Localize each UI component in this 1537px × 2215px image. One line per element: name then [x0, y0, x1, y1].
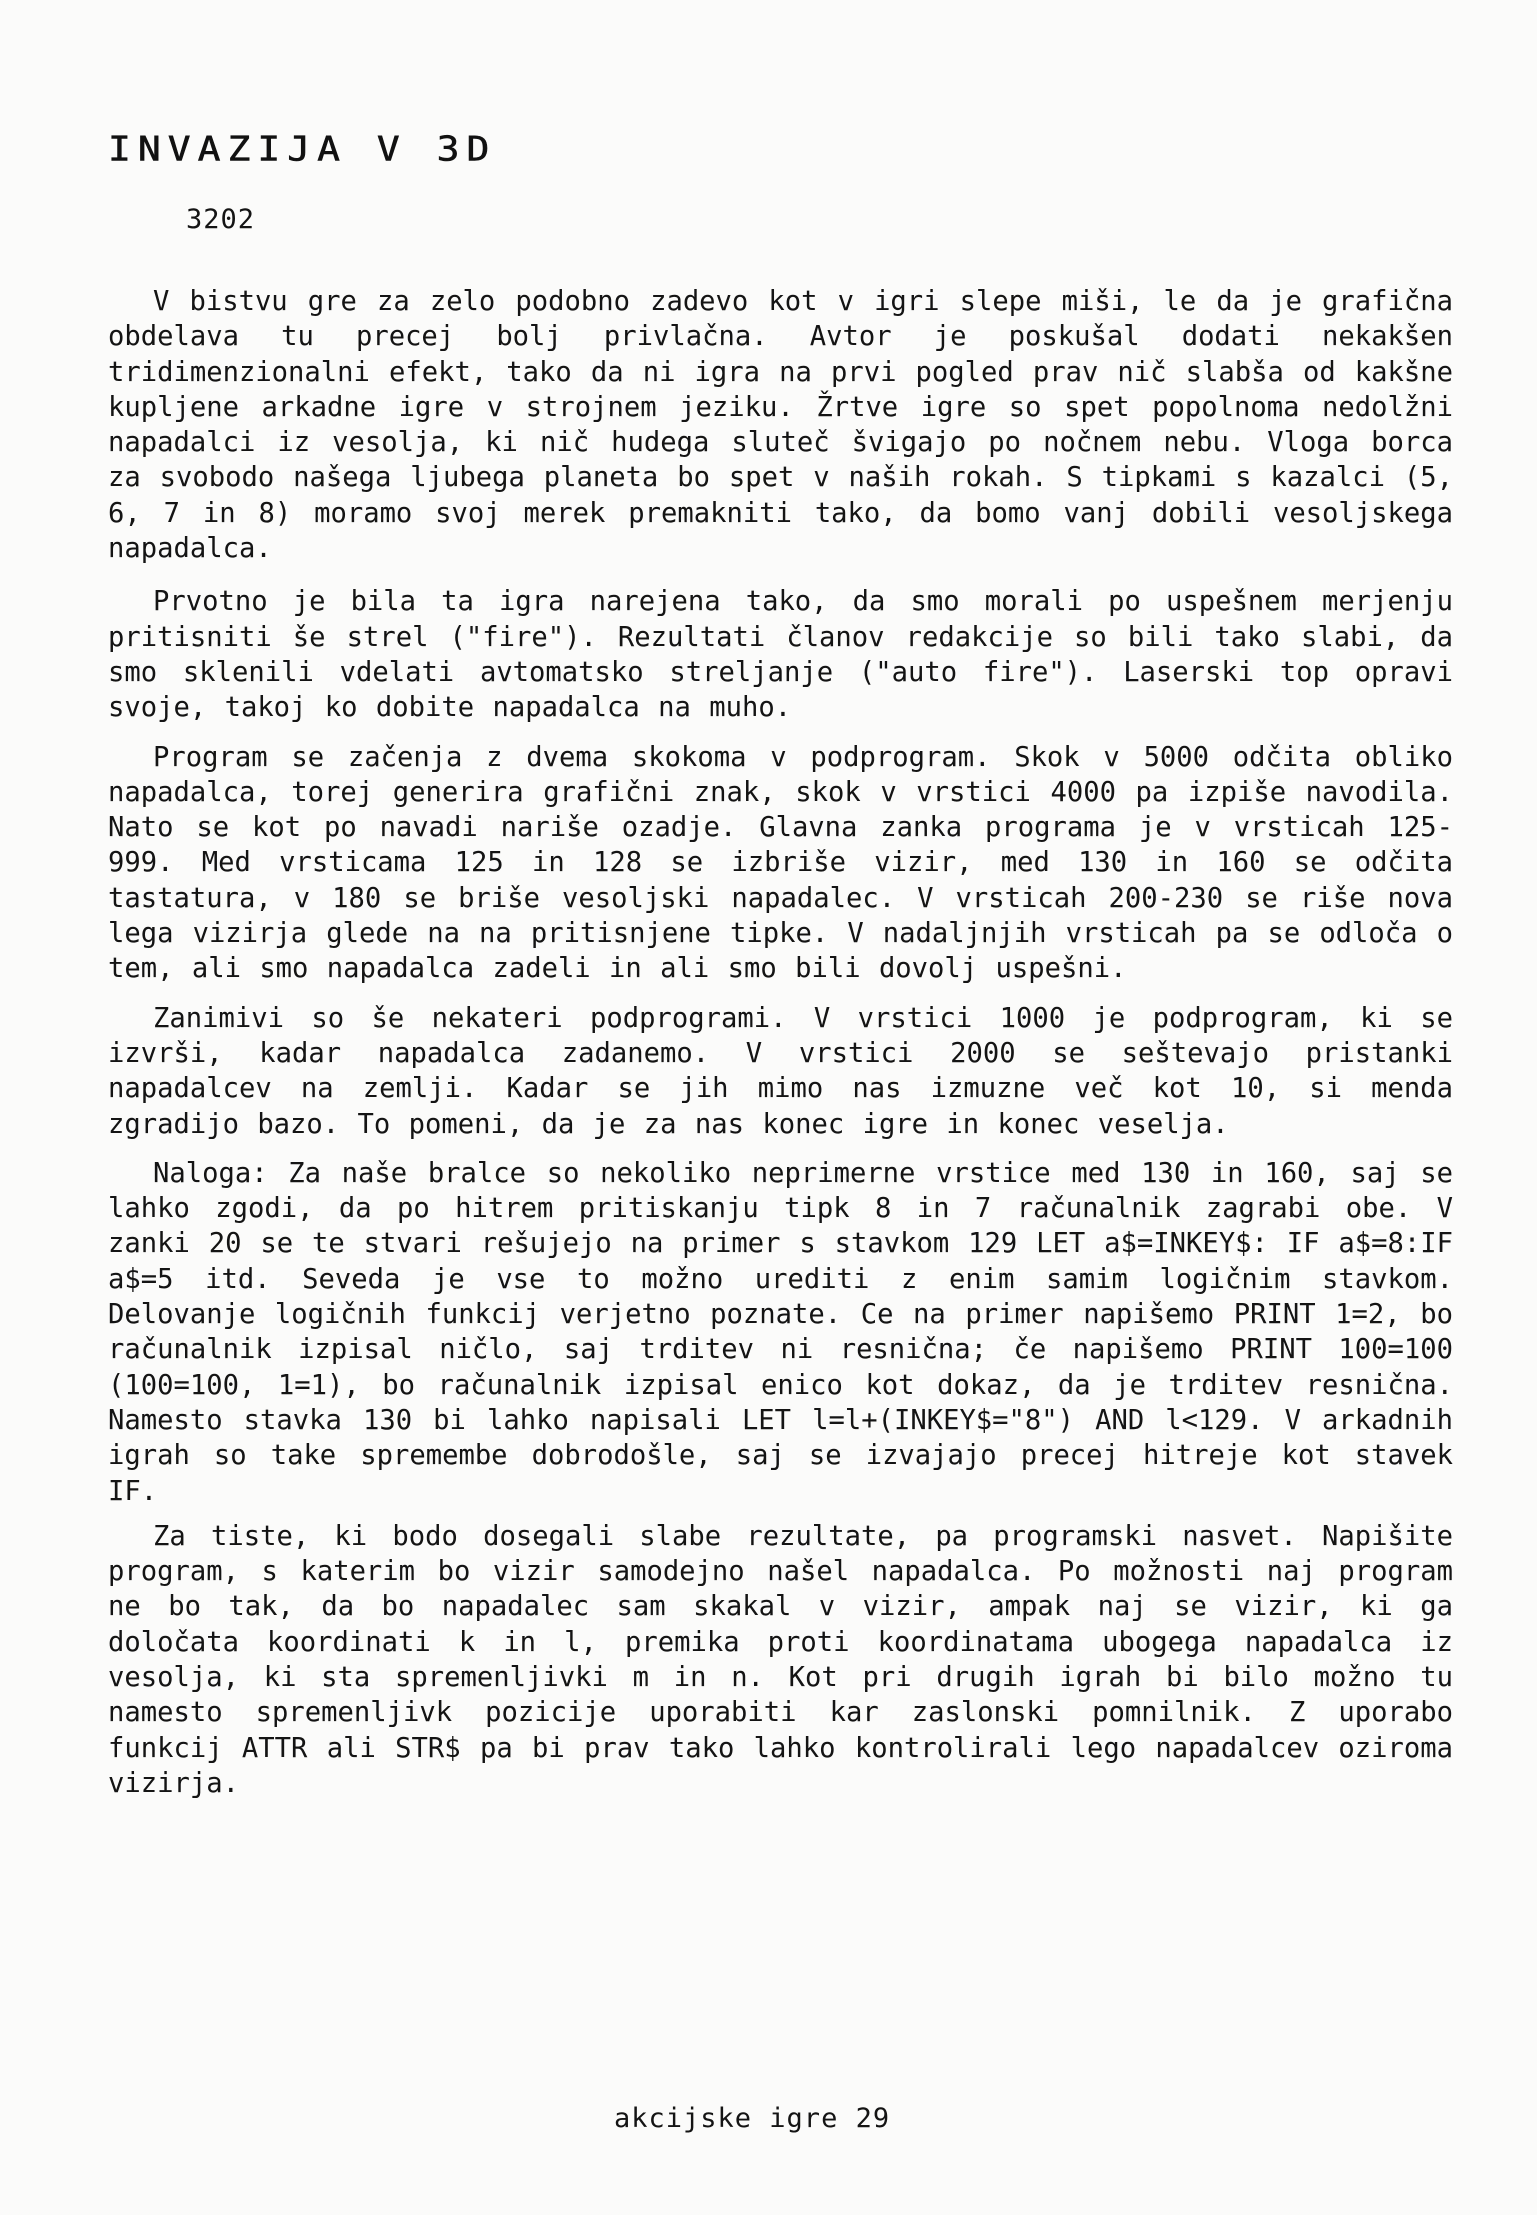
paragraph-2: Prvotno je bila ta igra narejena tako, da smo morali po uspešnem merjenju pritisniti še strel ("fire"). Rezultati članov redakcije so bili tako slabi, da smo sklenili vdelati avtomatsko streljanje ("auto fire"). Laserski top opravi svoje, takoj ko dobite napadalca na muho. — [108, 586, 1453, 724]
article-title: INVAZIJA V 3D — [108, 129, 497, 169]
page-footer: akcijske igre 29 — [614, 2103, 891, 2134]
paragraph-6: Za tiste, ki bodo dosegali slabe rezultate, pa programski nasvet. Napišite program, s katerim bo vizir samodejno našel napadalca. Po možnosti naj program ne bo tak, da bo napadalec sam skakal v vizir, ampak naj se vizir, ki ga določata koordinati k in l, premika proti koordinatama ubogega napadalca iz vesolja, ki sta spremenljivki m in n. Kot pri drugih igrah bi bilo možno tu namesto spremenljivk pozicije uporabiti kar zaslonski pomnilnik. Z uporabo funkcij ATTR ali STR$ pa bi prav tako lahko kontrolirali lego napadalcev oziroma vizirja. — [108, 1520, 1453, 1799]
article-body — [108, 284, 1453, 1801]
paragraph-4: Zanimivi so še nekateri podprogrami. V vrstici 1000 je podprogram, ki se izvrši, kadar napadalca zadanemo. V vrstici 2000 se seštevajo pristanki napadalcev na zemlji. Kadar se jih mimo nas izmuzne več kot 10, si menda zgradijo bazo. To pomeni, da je za nas konec igre in konec veselja. — [108, 1002, 1453, 1140]
paragraph-5: Naloga: Za naše bralce so nekoliko neprimerne vrstice med 130 in 160, saj se lahko zgodi, da po hitrem pritiskanju tipk 8 in 7 računalnik zagrabi obe. V zanki 20 se te stvari rešujejo na primer s stavkom 129 LET a$=INKEY$: IF a$=8:IF a$=5 itd. Seveda je vse to možno urediti z enim samim logičnim stavkom. Delovanje logičnih funkcij verjetno poznate. Ce na primer napišemo PRINT 1=2, bo računalnik izpisal ničlo, saj trditev ni resnična; če napišemo PRINT 100=100 (100=100, 1=1), bo računalnik izpisal enico kot dokaz, da je trditev resnična. Namesto stavka 130 bi lahko napisali LET l=l+(INKEY$="8") AND l<129. V arkadnih igrah so take spremembe dobrodošle, saj se izvajajo precej hitreje kot stavek IF. — [108, 1157, 1453, 1507]
paragraph-1: V bistvu gre za zelo podobno zadevo kot v igri slepe miši, le da je grafična obdelava tu precej bolj privlačna. Avtor je poskušal dodati nekakšen tridimenzionalni efekt, tako da ni igra na prvi pogled prav nič slabša od kakšne kupljene arkadne igre v strojnem jeziku. Žrtve igre so spet popolnoma nedolžni napadalci iz vesolja, ki nič hudega sluteč švigajo po nočnem nebu. Vloga borca za svobodo našega ljubega planeta bo spet v naših rokah. S tipkami s kazalci (5, 6, 7 in 8) moramo svoj merek premakniti tako, da bomo vanj dobili vesoljskega napadalca. — [108, 286, 1453, 565]
program-code: 3202 — [186, 204, 256, 235]
paragraph-3: Program se začenja z dvema skokoma v podprogram. Skok v 5000 odčita obliko napadalca, torej generira grafični znak, skok v vrstici 4000 pa izpiše navodila. Nato se kot po navadi nariše ozadje. Glavna zanka programa je v vrsticah 125-999. Med vrsticama 125 in 128 se izbriše vizir, med 130 in 160 se odčita tastatura, v 180 se briše vesoljski napadalec. V vrsticah 200-230 se riše nova lega vizirja glede na na pritisnjene tipke. V nadaljnjih vrsticah pa se odloča o tem, ali smo napadalca zadeli in ali smo bili dovolj uspešni. — [108, 741, 1453, 985]
